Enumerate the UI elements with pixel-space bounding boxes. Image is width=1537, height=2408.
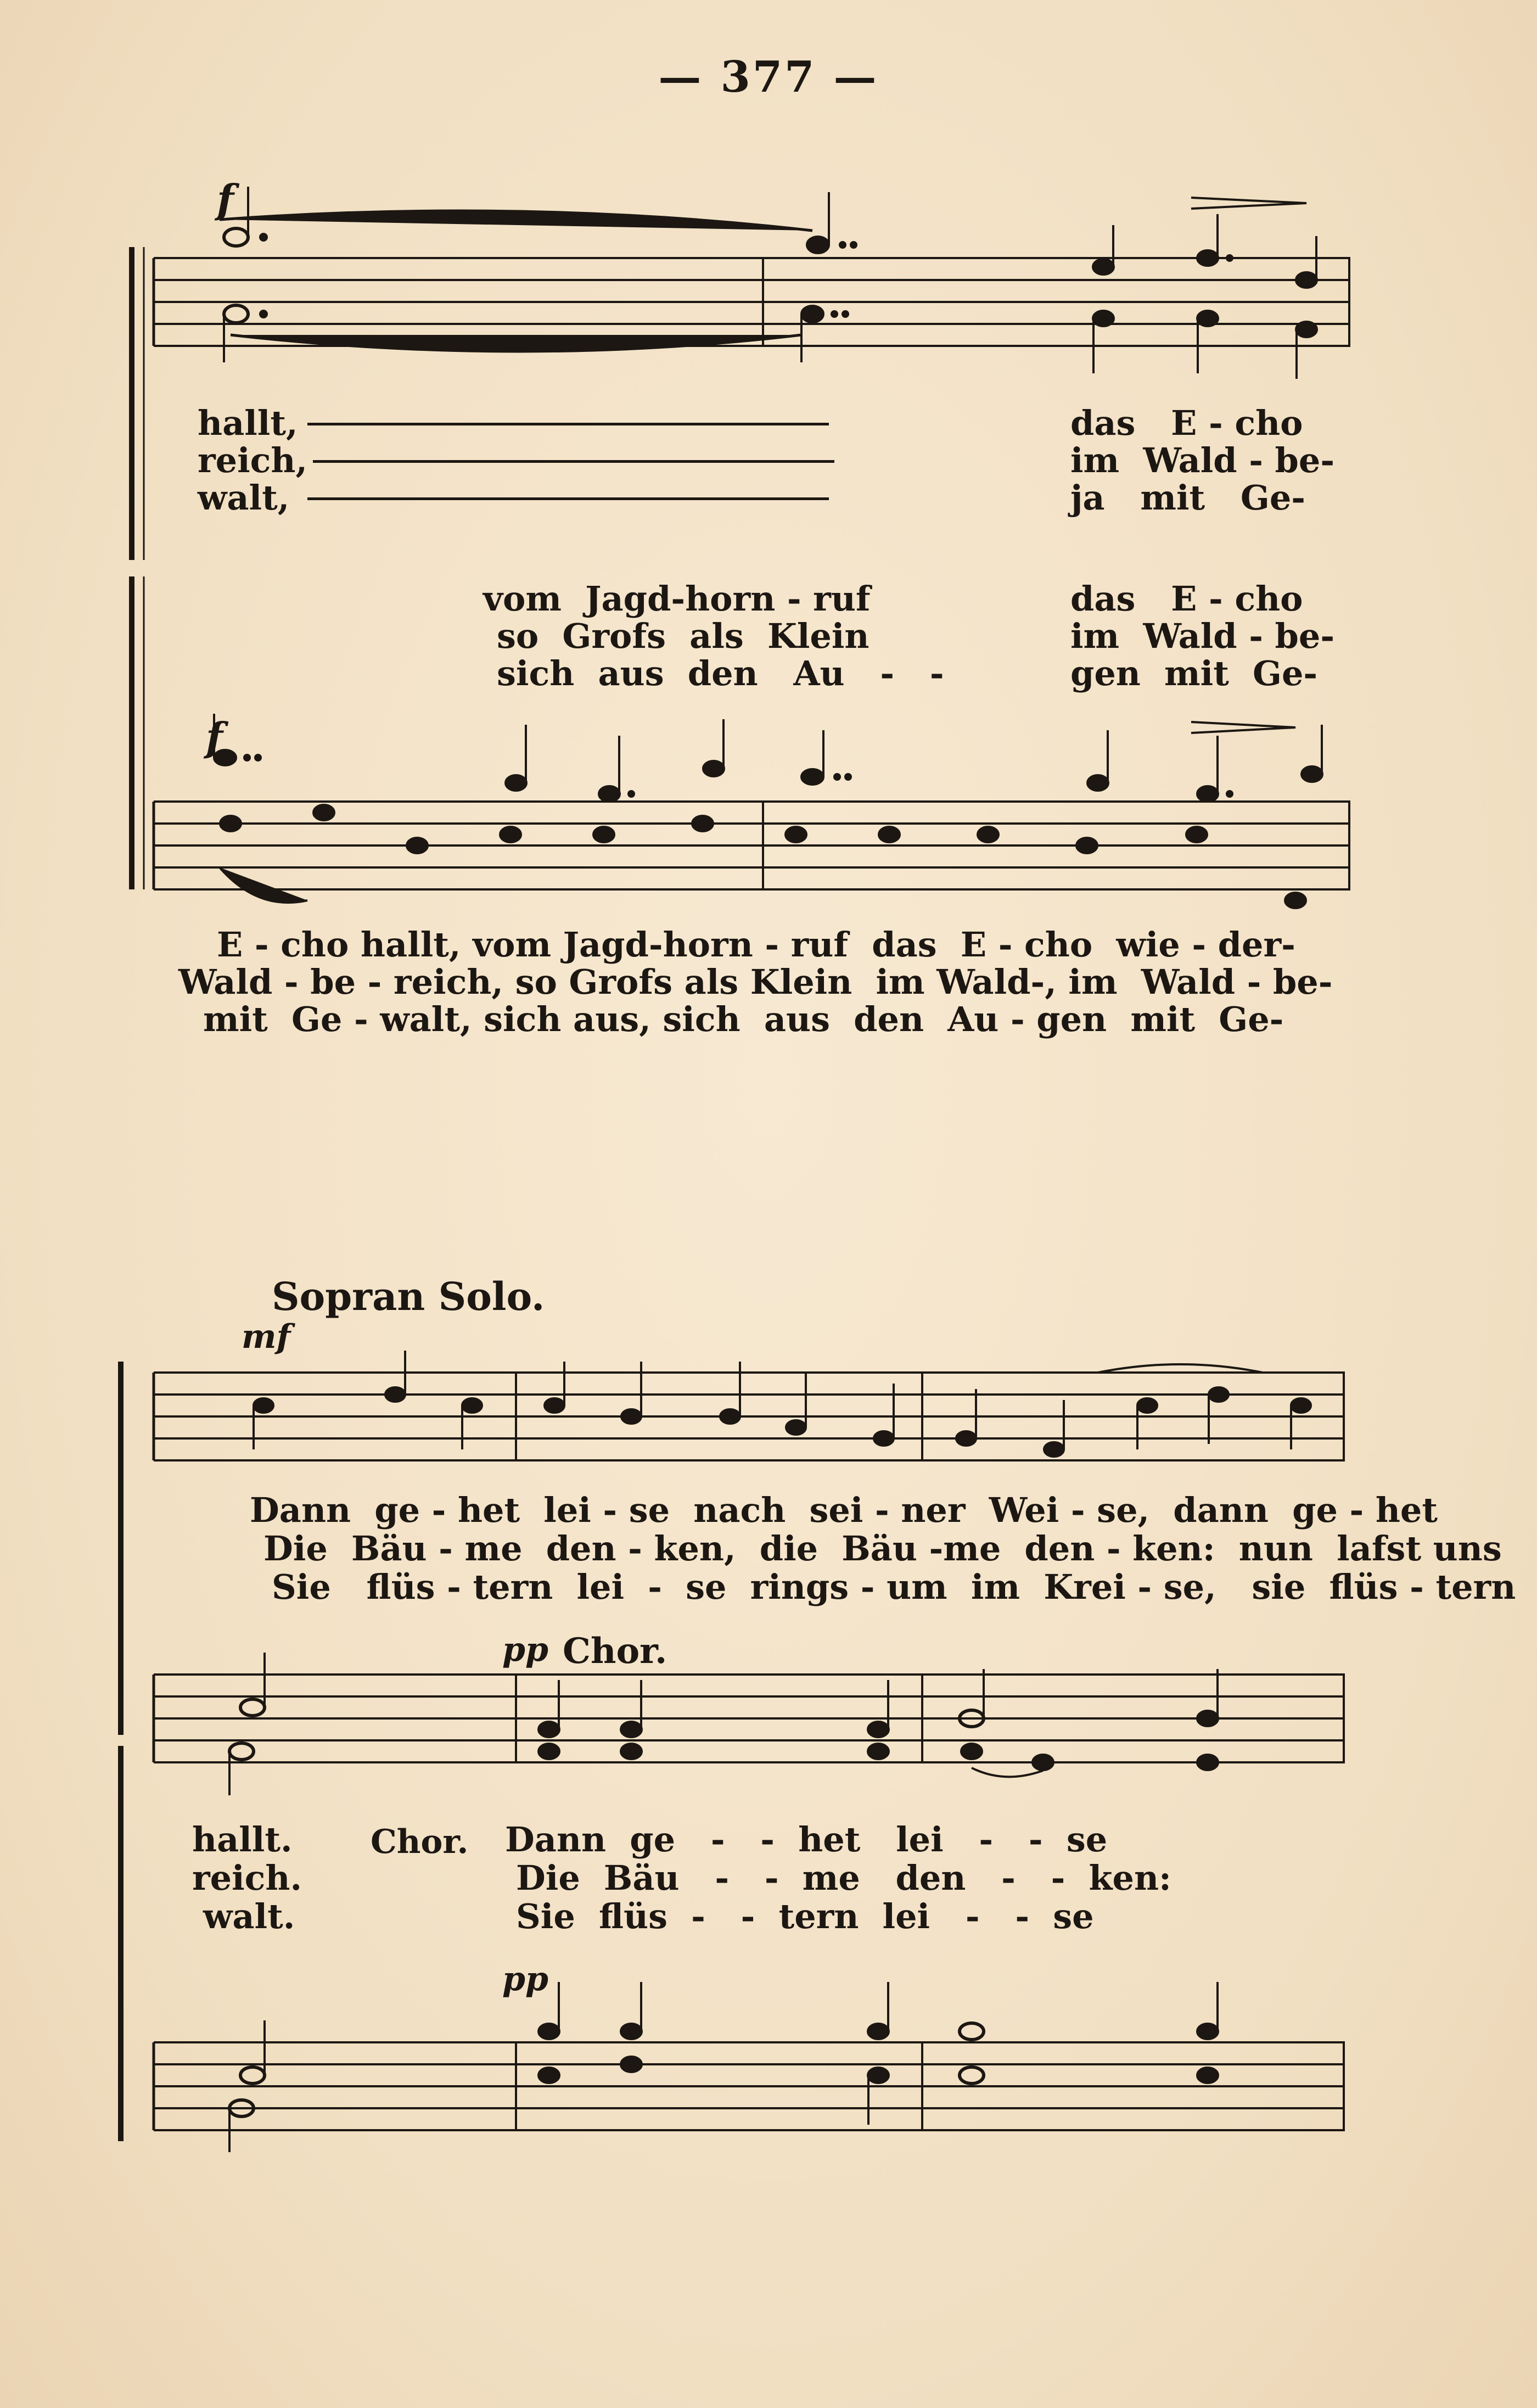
middle-lyric-left-3: sich aus den Au - - (497, 653, 944, 693)
bass-lyric-1: E - cho hallt, vom Jagd-horn - ruf das E - cho wie - der- (217, 925, 1295, 965)
solo-lyric-3: Sie flüs - tern lei - se rings - um im Krei - se, sie flüs - tern (272, 1567, 1516, 1607)
system2-solo-staff (154, 1373, 1345, 1460)
chor-label-top: Chor. (563, 1631, 667, 1672)
chor-left-lyric-3: walt. (203, 1896, 295, 1936)
upper-lyric-right-3: ja mit Ge- (1070, 478, 1306, 518)
chor-label-left: Chor. (371, 1823, 469, 1861)
middle-lyric-left-1: vom Jagd-horn - ruf (483, 579, 871, 619)
dynamic-pp-upper: pp (502, 1631, 548, 1669)
bass-lyric-2: Wald - be - reich, so Grofs als Klein im Wald-, im Wald - be- (178, 962, 1333, 1002)
system2-chor-lower-notes (229, 1982, 1218, 2152)
dynamic-f-top: f (217, 176, 234, 222)
middle-lyric-right-3: gen mit Ge- (1070, 653, 1318, 693)
system2-chor-upper-staff (154, 1675, 1345, 1762)
system1-barlines (763, 258, 1349, 889)
chor-left-lyric-1: hallt. (192, 1819, 293, 1860)
system1-upper-notes (220, 187, 1317, 379)
system1-upper-staff (154, 258, 1350, 346)
chor-lyric-2: Die Bäu - - me den - - ken: (516, 1858, 1171, 1898)
melisma-line-1 (307, 423, 829, 425)
dynamic-mf: mf (242, 1318, 291, 1356)
page-number-header: — 377 — (658, 52, 879, 102)
melisma-line-3 (307, 497, 829, 500)
system1-bass-notes (214, 714, 1322, 908)
system2-chor-lower-staff (154, 2042, 1345, 2130)
upper-lyric-right-2: im Wald - be- (1070, 440, 1335, 480)
middle-lyric-right-2: im Wald - be- (1070, 616, 1335, 656)
system2-solo-notes (254, 1351, 1311, 1457)
upper-lyric-left-2: reich, (198, 440, 308, 480)
upper-lyric-left-1: hallt, (198, 403, 298, 443)
solo-lyric-2: Die Bäu - me den - ken, die Bäu -me den - ken: nun lafst uns (263, 1528, 1502, 1569)
melisma-line-2 (313, 460, 834, 463)
middle-lyric-left-2: so Grofs als Klein (497, 616, 870, 656)
chor-lyric-3: Sie flüs - - tern lei - - se (516, 1896, 1094, 1936)
dynamic-f-bass: f (206, 714, 223, 760)
dynamic-pp-lower: pp (502, 1960, 548, 1998)
middle-lyric-right-1: das E - cho (1070, 579, 1303, 619)
bass-lyric-3: mit Ge - walt, sich aus, sich aus den Au - gen mit Ge- (203, 999, 1284, 1039)
section-title: Sopran Solo. (272, 1274, 545, 1319)
system1-bracket (132, 247, 154, 889)
upper-lyric-right-1: das E - cho (1070, 403, 1303, 443)
upper-lyric-left-3: walt, (198, 478, 290, 518)
solo-lyric-1: Dann ge - het lei - se nach sei - ner Wei - se, dann ge - het (250, 1490, 1438, 1530)
chor-lyric-1: Dann ge - - het lei - - se (505, 1819, 1108, 1860)
chor-left-lyric-2: reich. (192, 1858, 302, 1898)
